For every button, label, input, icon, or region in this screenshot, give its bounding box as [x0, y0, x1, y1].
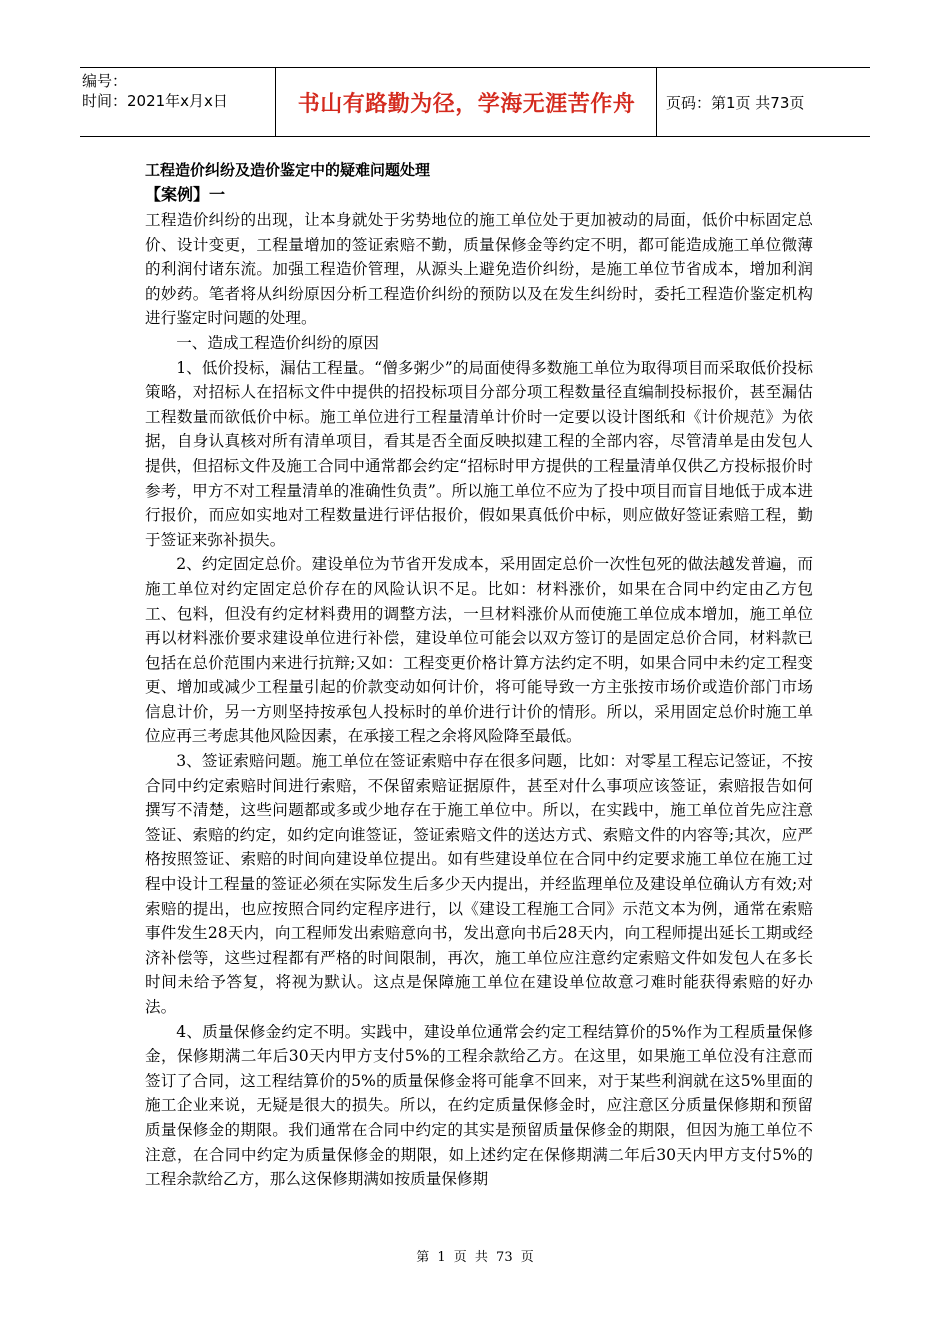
document-body — [145, 158, 813, 1192]
header-table — [80, 67, 870, 137]
body-paragraph: 1、低价投标，漏估工程量。“僧多粥少”的局面使得多数施工单位为取得项目而采取低价投标策略，对招标人在招标文件中提供的招投标项目分部分项工程数量径直编制投标报价，甚至漏估工程数量而欲低价中标。施工单位进行工程量清单计价时一定要以设计图纸和《计价规范》为依据，自身认真核对所有清单项目，看其是否全面反映拟建工程的全部内容，尽管清单是由发包人提供，但招标文件及施工合同中通常都会约定“招标时甲方提供的工程量清单仅供乙方投标报价时参考，甲方不对工程量清单的准确性负责”。所以施工单位不应为了投中项目而盲目地低于成本进行报价，而应如实地对工程数量进行评估报价，假如果真低价中标，则应做好签证索赔工程，勤于签证来弥补损失。 — [145, 358, 813, 549]
case-label: 【案例】一 — [145, 185, 226, 204]
section-heading: 一、造成工程造价纠纷的原因 — [176, 333, 379, 352]
document-title: 工程造价纠纷及造价鉴定中的疑难问题处理 — [145, 161, 431, 179]
body-paragraph: 2、约定固定总价。建设单位为节省开发成本，采用固定总价一次性包死的做法越发普遍，而施工单位对约定固定总价存在的风险认识不足。比如：材料涨价，如果在合同中约定由乙方包工、包料，但没有约定材料费用的调整方法，一旦材料涨价从而使施工单位成本增加，施工单位再以材料涨价要求建设单位进行补偿，建设单位可能会以双方签订的是固定总价合同，材料款已包括在总价范围内来进行抗辩;又如：工程变更价格计算方法约定不明，如果合同中未约定工程变更、增加或减少工程量引起的价款变动如何计价，将可能导致一方主张按市场价或造价部门市场信息计价，另一方则坚持按承包人投标时的单价进行计价的情形。所以，采用固定总价时施工单位应再三考虑其他风险因素，在承接工程之余将风险降至最低。 — [145, 555, 813, 746]
serial-label: 编号： — [82, 72, 128, 90]
header-divider — [656, 68, 657, 136]
body-paragraph: 4、质量保修金约定不明。实践中，建设单位通常会约定工程结算价的5%作为工程质量保修金，保修期满二年后30天内甲方支付5%的工程余款给乙方。在这里，如果施工单位没有注意而签订了合同，这工程结算价的5%的质量保修金将可能拿不回来，对于某些利润就在这5%里面的施工企业来说，无疑是很大的损失。所以，在约定质量保修金时，应注意区分质量保修期和预留质量保修金的期限。我们通常在合同中约定的其实是预留质量保修金的期限，但因为施工单位不注意，在合同中约定为质量保修金的期限，如上述约定在保修期满二年后30天内甲方支付5%的工程余款给乙方，那么这保修期满如按质量保修期 — [145, 1022, 813, 1189]
page-footer: 第 1 页 共 73 页 — [416, 1250, 534, 1265]
intro-paragraph: 工程造价纠纷的出现，让本身就处于劣势地位的施工单位处于更加被动的局面，低价中标固定总价、设计变更，工程量增加的签证索赔不勤，质量保修金等约定不明，都可能造成施工单位微薄的利润付诸东流。加强工程造价管理，从源头上避免造价纠纷，是施工单位节省成本，增加利润的妙药。笔者将从纠纷原因分析工程造价纠纷的预防以及在发生纠纷时，委托工程造价鉴定机构进行鉴定时问题的处理。 — [145, 211, 813, 328]
header-divider — [275, 68, 276, 136]
header-left-cell — [82, 71, 277, 111]
date-label: 时间：2021年x月x日 — [82, 92, 228, 110]
header-motto: 书山有路勤为径，学海无涯苦作舟 — [297, 91, 636, 117]
body-paragraph: 3、签证索赔问题。施工单位在签证索赔中存在很多问题，比如：对零星工程忘记签证，不按合同中约定索赔时间进行索赔，不保留索赔证据原件，甚至对什么事项应该签证，索赔报告如何撰写不清楚，这些问题都或多或少地存在于施工单位中。所以，在实践中，施工单位首先应注意签证、索赔的约定，如约定向谁签证，签证索赔文件的送达方式、索赔文件的内容等;其次，应严格按照签证、索赔的时间向建设单位提出。如有些建设单位在合同中约定要求施工单位在施工过程中设计工程量的签证必须在实际发生后多少天内提出，并经监理单位及建设单位确认方有效;对索赔的提出，也应按照合同约定程序进行，以《建设工程施工合同》示范文本为例，通常在索赔事件发生28天内，向工程师发出索赔意向书，发出意向书后28天内，向工程师提出延长工期或经济补偿等，这些过程都有严格的时间限制，再次，施工单位应注意约定索赔文件如发包人在多长时间未给予答复，将视为默认。这点是保障施工单位在建设单位故意刁难时能获得索赔的好办法。 — [145, 752, 813, 1016]
header-page-info: 页码：第1页 共73页 — [666, 93, 805, 112]
